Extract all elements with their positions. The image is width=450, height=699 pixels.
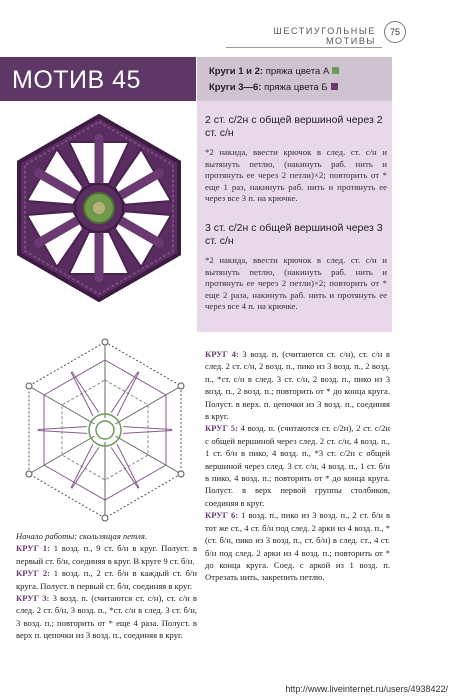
color-b-swatch — [331, 83, 338, 90]
yarn-box — [197, 57, 392, 101]
stitch-block-1 — [205, 114, 387, 205]
round-1-text: 1 возд. п., 9 ст. б/н в круг. Полуст. в первый ст. б/н, соединяя в круг. В круге 9 ст. б/н. — [16, 543, 198, 566]
source-url: http://www.liveinternet.ru/users/4938422/ — [285, 684, 448, 694]
yarn-line-1 — [209, 64, 392, 80]
round-3-text: 3 возд. п. (считаются ст. с/н), ст. с/н в след. 2 ст. б/н, 3 возд. п., *ст. с/н в след. 3 ст. б/н, 3 возд. п.; повторить от * еще 4 раза. Полуст. в верх п. цепочки из 3 возд. п., соединяя в круг. — [16, 593, 197, 641]
round-4-text: 3 возд. п. (считаются ст. с/н), ст. с/н в след. 2 ст. с/н, 2 возд. п., пико из 3 возд. п., 2 возд. п., *ст. с/н в след. 3 ст. с/н, 2 возд. п., пико из 3 возд. п., 2 возд. п.; повторить от * до конца круга. Полуст. в верх. п. цепочки из 3 возд. п., соединяя в круг. — [205, 349, 390, 422]
round-6 — [205, 509, 390, 583]
round-6-text: 1 возд. п., пико из 3 возд. п., 2 ст. б/н в тот же ст., 4 ст. б/н под след. 2 арки из 4 возд. п., *(ст. б/н, пико из 3 возд. п., ст. б/н) в след. ст., 4 ст. б/н под след. 2 арки из 4 возд. п.; повторить от * до конца круга. Соед. с аркой из 1 возд. п. Отрезать нить, закрепить петлю. — [205, 510, 390, 583]
stitch-title-2: 3 ст. с/2н с общей вершиной через 3 ст. с/н — [205, 222, 383, 247]
yarn-line-2-label: Круги 3—6: — [209, 82, 262, 93]
stitch-block-2 — [205, 222, 387, 313]
page-number: 75 — [384, 21, 406, 43]
motif-photo — [5, 104, 193, 308]
stitch-title-1: 2 ст. с/2н с общей вершиной через 2 ст. с/н — [205, 114, 383, 139]
round-6-label: КРУГ 6: — [205, 510, 239, 521]
round-5-label: КРУГ 5: — [205, 423, 238, 434]
round-5-text: 4 возд. п. (считаются ст. с/2н), 2 ст. с/2н с общей вершиной через след. 2 ст. с/н, 4 возд. п., 1 ст. б/н в пико, 4 возд. п., *3 ст. с/2н с общей вершиной через след. 3 ст. с/н, 4 возд. п., 1 ст. б/н в пико, 4 возд. п.; повторить от * до конца круга. Полуст. в верх первой группы столбиков, соединяя в круг. — [205, 423, 390, 508]
instructions-right-column — [205, 348, 390, 584]
round-2 — [16, 567, 197, 592]
round-4-label: КРУГ 4: — [205, 349, 239, 359]
yarn-line-2 — [209, 80, 392, 96]
crochet-chart-diagram — [12, 337, 198, 523]
round-2-text: 1 возд. п., 2 ст. б/н в каждый ст. б/н круга. Полуст. в первый ст. б/н, соединяя в круг. — [16, 568, 197, 591]
instructions-left-column — [16, 530, 197, 642]
yarn-line-1-value: пряжа цвета А — [265, 66, 330, 77]
round-3-label: КРУГ 3: — [16, 593, 50, 604]
stitch-text-1: *2 накида, ввести крючок в след. ст. с/н и вытянуть петлю, (накинуть раб. нить и протянуть ее через 2 петли)×2; повторить от * еще 1 раз, накинуть раб. нить и протянуть ее через все 3 п. на крючке. — [205, 147, 387, 203]
stitch-text-2: *2 накида, ввести крючок в след. ст. с/н и вытянуть петлю, (накинуть раб. нить и протянуть ее через 2 петли)×2; повторить от * еще 2 раза, накинуть раб. нить и протянуть ее через все 4 п. на крючке. — [205, 255, 387, 311]
header-rule — [226, 47, 382, 48]
round-1 — [16, 542, 197, 567]
start-instruction: Начало работы: скользящая петля. — [16, 531, 148, 541]
motif-title: МОТИВ 45 — [12, 66, 141, 94]
round-1-label: КРУГ 1: — [16, 543, 50, 554]
round-3 — [16, 592, 197, 642]
yarn-line-2-value: пряжа цвета Б — [264, 82, 328, 93]
round-4 — [205, 348, 390, 422]
running-title: ШЕСТИУГОЛЬНЫЕ МОТИВЫ — [273, 26, 376, 46]
round-2-label: КРУГ 2: — [16, 568, 50, 579]
yarn-line-1-label: Круги 1 и 2: — [209, 66, 264, 77]
color-a-swatch — [332, 67, 339, 74]
round-5 — [205, 422, 390, 509]
